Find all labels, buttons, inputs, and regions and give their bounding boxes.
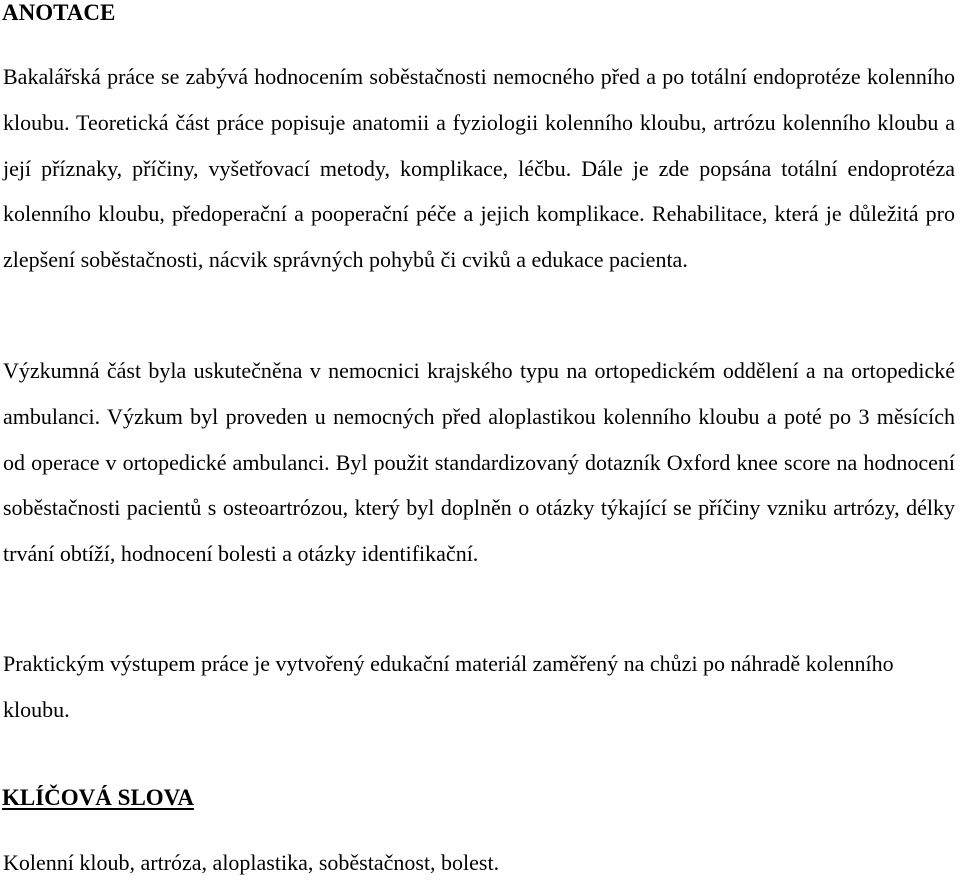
keywords-text: Kolenní kloub, artróza, aloplastika, soběstačnost, bolest. <box>3 850 500 875</box>
annotation-heading: ANOTACE <box>2 0 116 25</box>
annotation-paragraph-2: Výzkumná část byla uskutečněna v nemocnici krajského typu na ortopedickém oddělení a na ortopedické ambulanci. Výzkum byl proveden u nemocných před aloplastikou kolenního kloubu a poté po 3 měsících od operace v ortopedické ambulanci. Byl použit standardizovaný dotazník Oxford knee score na hodnocení soběstačnosti pacientů s osteoartrózou, který byl doplněn o otázky týkající se příčiny vzniku artrózy, délky trvání obtíží, hodnocení bolesti a otázky identifikační. <box>3 358 955 567</box>
annotation-paragraph-3: Praktickým výstupem práce je vytvořený edukační materiál zaměřený na chůzi po náhradě kolenního kloubu. <box>3 651 894 722</box>
keywords-heading: KLÍČOVÁ SLOVA <box>2 785 194 810</box>
annotation-paragraph-1: Bakalářská práce se zabývá hodnocením soběstačnosti nemocného před a po totální endoprotéze kolenního kloubu. Teoretická část práce popisuje anatomii a fyziologii kolenního kloubu, artrózu kolenního kloubu a její příznaky, příčiny, vyšetřovací metody, komplikace, léčbu. Dále je zde popsána totální endoprotéza kolenního kloubu, předoperační a pooperační péče a jejich komplikace. Rehabilitace, která je důležitá pro zlepšení soběstačnosti, nácvik správných pohybů či cviků a edukace pacienta. <box>3 64 955 273</box>
